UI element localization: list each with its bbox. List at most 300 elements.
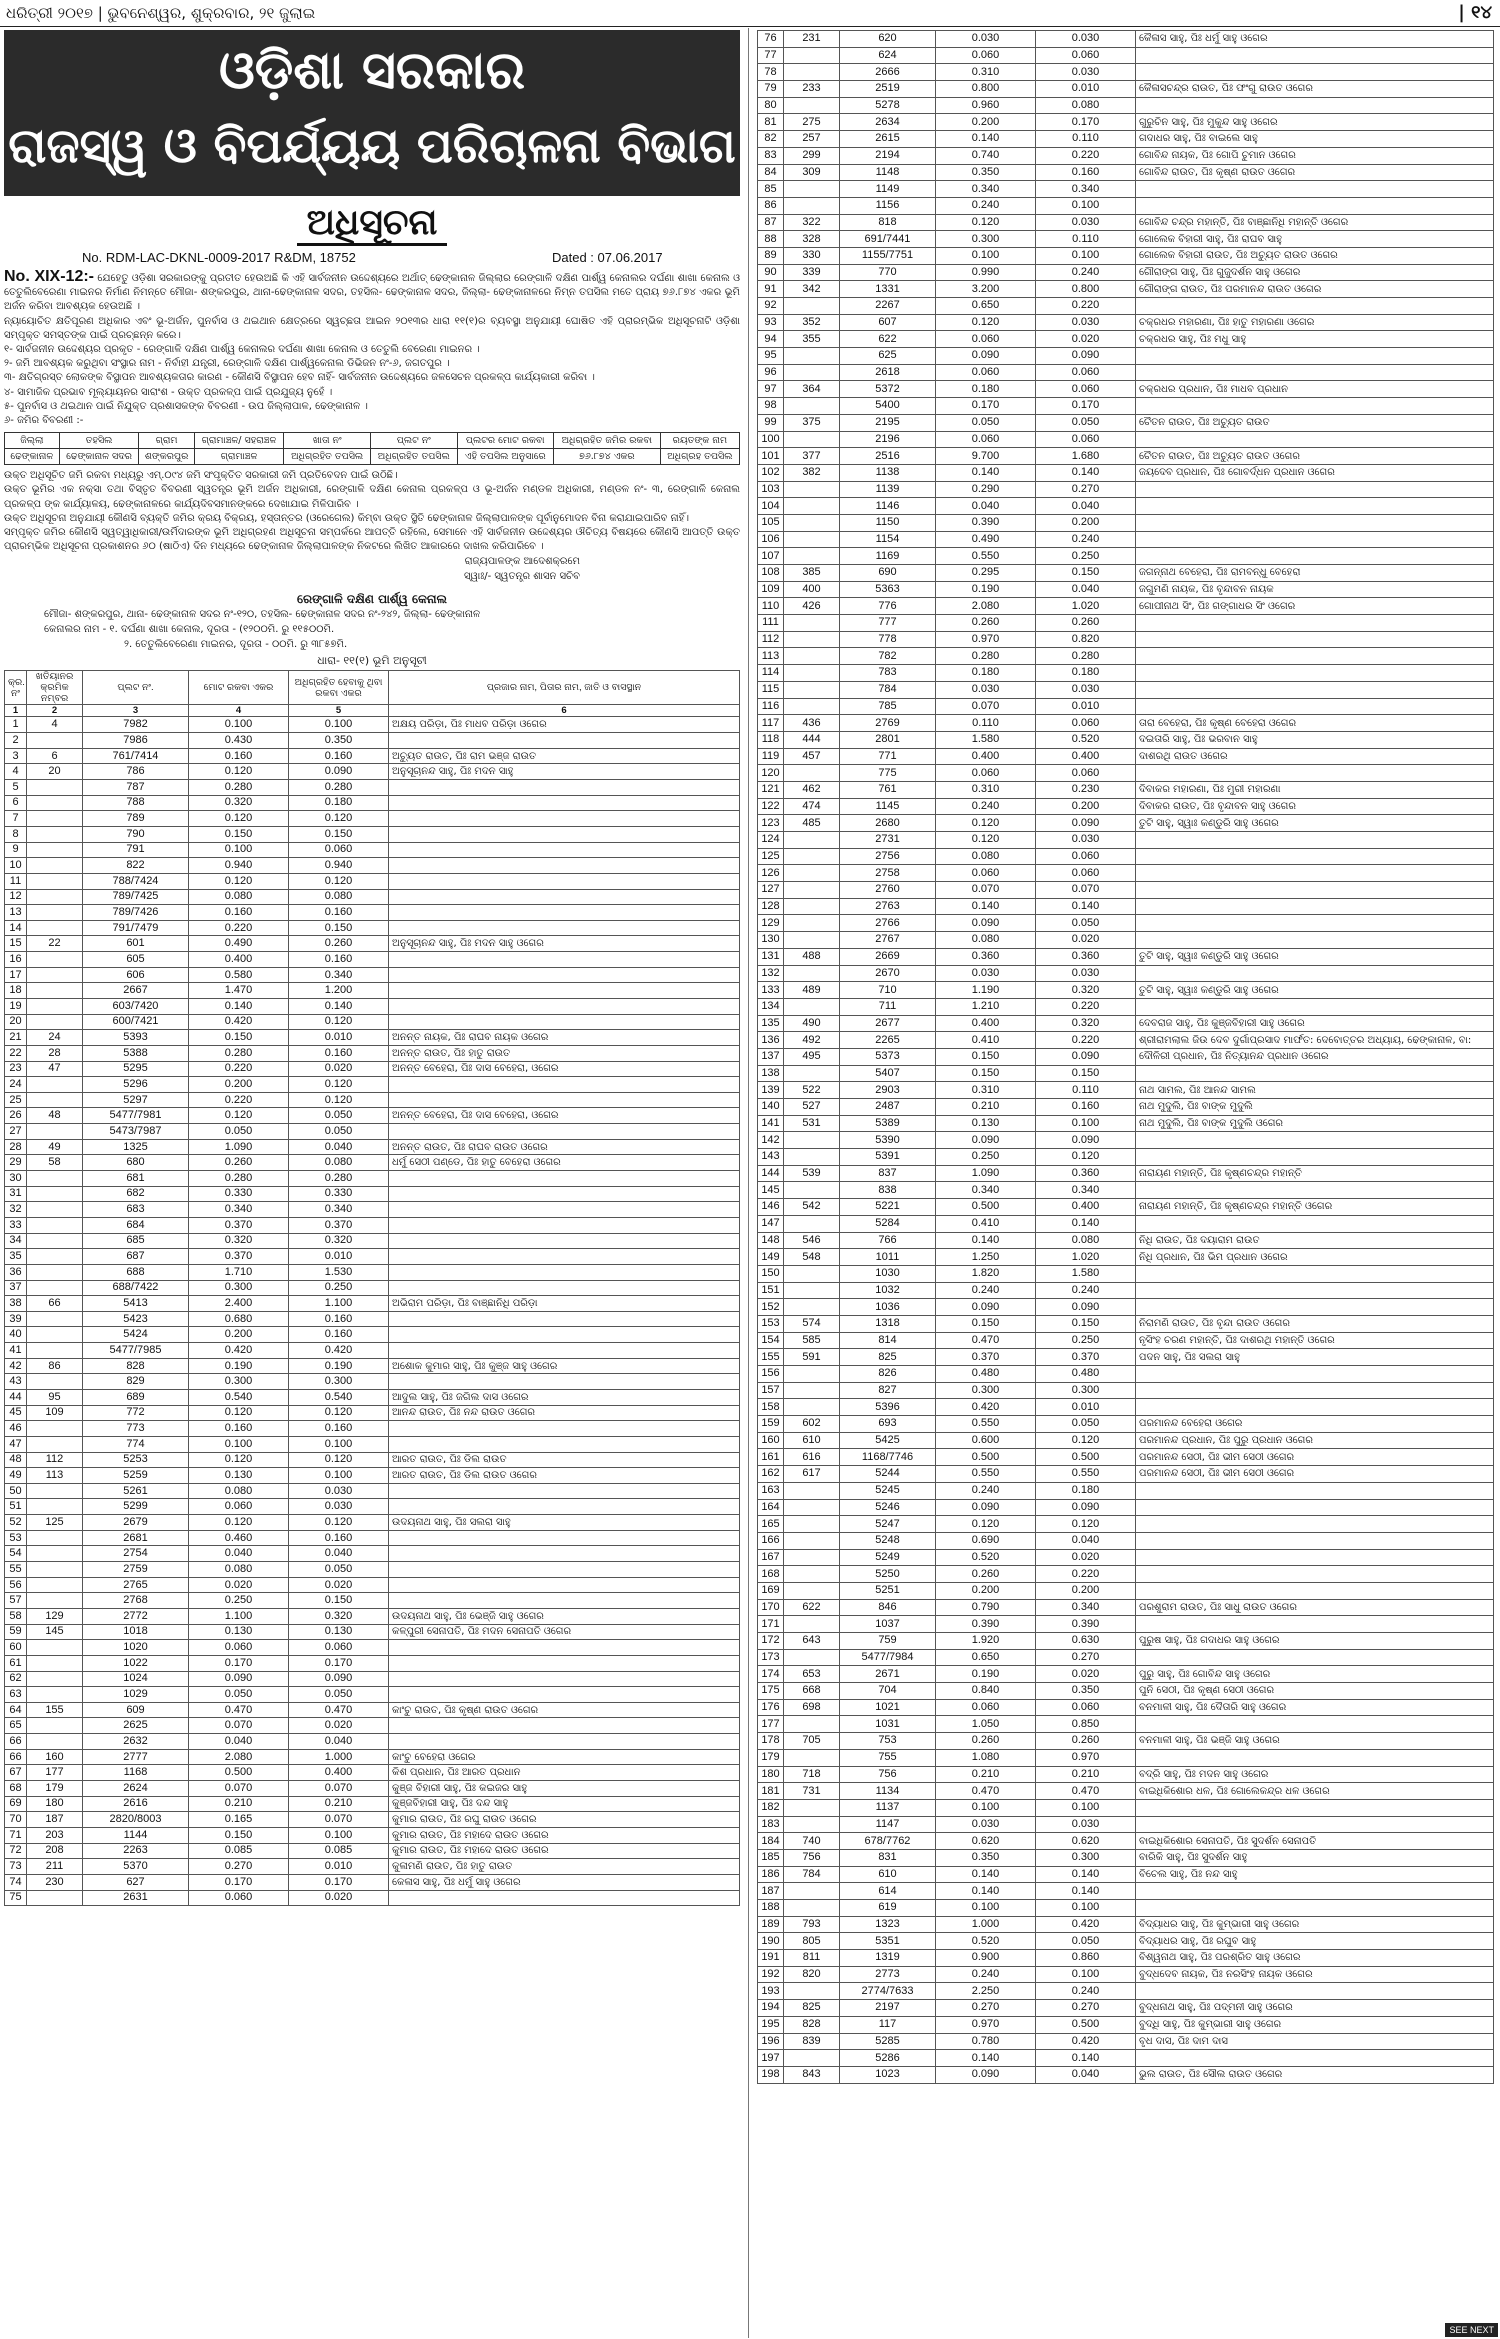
owner-cell: ନାରାୟଣ ମହାନ୍ତି, ପିଃ କୃଷ୍ଣଚନ୍ଦ୍ର ମହାନ୍ତି ଓଗେର [1136, 1199, 1494, 1216]
khatiyan-cell [27, 811, 83, 827]
owner-cell: କୁମାର ରାଉତ, ପିଃ ମହାଦେ ରାଉତ ଓଗେର [389, 1827, 740, 1843]
acquired-area-cell: 0.130 [289, 1624, 389, 1640]
acquired-area-cell: 0.060 [1036, 848, 1136, 865]
total-area-cell: 1.820 [936, 1265, 1036, 1282]
table-row [5, 1812, 740, 1828]
serial-cell: 133 [758, 982, 784, 999]
owner-cell [1136, 1366, 1494, 1383]
khatiyan-cell: 617 [784, 1466, 840, 1483]
plot-cell: 753 [840, 1733, 936, 1750]
acquired-area-cell: 0.240 [1036, 1282, 1136, 1299]
table-row [5, 1608, 740, 1624]
total-area-cell: 0.220 [189, 1092, 289, 1108]
total-area-cell: 0.190 [936, 581, 1036, 598]
table-row [758, 1516, 1494, 1533]
total-area-cell: 1.100 [189, 1608, 289, 1624]
table-row [758, 581, 1494, 598]
table-row [758, 498, 1494, 515]
owner-cell [389, 1343, 740, 1359]
khatiyan-cell [784, 1516, 840, 1533]
khatiyan-cell: 622 [784, 1599, 840, 1616]
plot-cell: 818 [840, 214, 936, 231]
khatiyan-cell [27, 920, 83, 936]
banner-govt: ଓଡ଼ିଶା ସରକାର [218, 41, 526, 101]
table-row [5, 826, 740, 842]
owner-cell [1136, 1149, 1494, 1166]
table-row [758, 481, 1494, 498]
total-area-cell: 0.200 [936, 1582, 1036, 1599]
total-area-cell: 0.260 [936, 615, 1036, 632]
khatiyan-cell [784, 665, 840, 682]
owner-cell: କାଂଚୁ ବେହେରା ଓଗେର [389, 1749, 740, 1765]
table-row [758, 231, 1494, 248]
serial-cell: 172 [758, 1633, 784, 1650]
total-area-cell: 0.550 [936, 548, 1036, 565]
khatiyan-cell [784, 1482, 840, 1499]
plot-cell: 5251 [840, 1582, 936, 1599]
khatiyan-cell [784, 915, 840, 932]
acquired-area-cell: 0.160 [289, 1327, 389, 1343]
serial-cell: 180 [758, 1766, 784, 1783]
acquired-area-cell: 0.120 [289, 1515, 389, 1531]
owner-cell [1136, 481, 1494, 498]
total-area-cell: 0.120 [189, 1108, 289, 1124]
acquired-area-cell: 0.210 [289, 1796, 389, 1812]
total-area-cell: 0.100 [936, 247, 1036, 264]
acquired-area-cell: 0.200 [1036, 514, 1136, 531]
plot-cell: 5400 [840, 398, 936, 415]
khatiyan-cell [784, 615, 840, 632]
serial-cell: 26 [5, 1108, 27, 1124]
owner-cell: ନାଥ ମୁଦୁଲି, ପିଃ ବାଙ୍କ ମୁଦୁଲି ଓଗେର [1136, 1115, 1494, 1132]
table-row [758, 1132, 1494, 1149]
acquired-area-cell: 0.320 [1036, 1015, 1136, 1032]
acquired-area-cell: 0.020 [289, 1577, 389, 1593]
acquired-area-cell: 0.250 [1036, 1332, 1136, 1349]
reference-date: Dated : 07.06.2017 [552, 250, 663, 265]
khatiyan-cell: 112 [27, 1452, 83, 1468]
total-area-cell: 0.040 [189, 1734, 289, 1750]
khatiyan-cell [784, 348, 840, 365]
acquired-area-cell: 0.160 [289, 1045, 389, 1061]
khatiyan-cell [784, 514, 840, 531]
total-area-cell: 0.220 [189, 920, 289, 936]
owner-cell [1136, 1499, 1494, 1516]
khatiyan-cell: 756 [784, 1849, 840, 1866]
owner-cell: ପଦନ ସାହୁ, ପିଃ ସଲରା ସାହୁ [1136, 1349, 1494, 1366]
total-area-cell: 0.170 [189, 1655, 289, 1671]
plot-cell: 2631 [83, 1890, 189, 1906]
plot-cell: 2667 [83, 983, 189, 999]
khatiyan-cell [27, 1014, 83, 1030]
khatiyan-cell [27, 733, 83, 749]
canal-two: ୨. ତେତୁଲିବେରେଣା ମାଇନର, ଦୂରତା - ୦୦ମି. ରୁ ୩୮୫୭ମି. [124, 639, 348, 651]
serial-cell: 148 [758, 1232, 784, 1249]
plot-cell: 678/7762 [840, 1833, 936, 1850]
khatiyan-cell: 531 [784, 1115, 840, 1132]
owner-cell: ପରଶୁରାମ ରାଉତ, ପିଃ ସାଧୁ ରାଉତ ଓଗେର [1136, 1599, 1494, 1616]
total-area-cell: 0.340 [189, 1202, 289, 1218]
serial-cell: 153 [758, 1315, 784, 1332]
serial-cell: 115 [758, 681, 784, 698]
acquired-area-cell: 0.060 [1036, 431, 1136, 448]
serial-cell: 49 [5, 1468, 27, 1484]
owner-cell [1136, 865, 1494, 882]
total-area-cell: 0.120 [189, 764, 289, 780]
plot-cell: 2820/8003 [83, 1812, 189, 1828]
table-row [758, 1866, 1494, 1883]
serial-cell: 131 [758, 948, 784, 965]
plot-cell: 783 [840, 665, 936, 682]
acquired-area-cell: 0.100 [289, 717, 389, 733]
total-area-cell: 0.250 [189, 1593, 289, 1609]
khatiyan-cell [27, 1436, 83, 1452]
total-area-cell: 0.240 [936, 197, 1036, 214]
khatiyan-cell: 299 [784, 147, 840, 164]
acquired-area-cell: 0.060 [289, 842, 389, 858]
total-area-cell: 0.240 [936, 1966, 1036, 1983]
serial-cell: 9 [5, 842, 27, 858]
khatiyan-cell: 805 [784, 1933, 840, 1950]
table-row [5, 1468, 740, 1484]
serial-cell: 134 [758, 998, 784, 1015]
acquired-area-cell: 0.040 [1036, 2066, 1136, 2083]
table-row [758, 1699, 1494, 1716]
khatiyan-cell [27, 1186, 83, 1202]
plot-cell: 822 [83, 858, 189, 874]
table-row [5, 1217, 740, 1233]
info-header-cell: ଖାତା ନଂ [284, 433, 371, 449]
khatiyan-cell: 825 [784, 2000, 840, 2017]
khatiyan-cell [784, 648, 840, 665]
owner-cell: ଦେବରାଜ ସାହୁ, ପିଃ କୁଞ୍ଜବିହାରୀ ସାହୁ ଓଗେର [1136, 1015, 1494, 1032]
serial-cell: 38 [5, 1296, 27, 1312]
owner-cell: ଗୋବିନ୍ଦ ନାୟକ, ପିଃ ଗୋପି ଚୁମାନ ଓଗେର [1136, 147, 1494, 164]
acquired-area-cell: 0.160 [289, 1530, 389, 1546]
table-row [758, 1199, 1494, 1216]
table-row [758, 1382, 1494, 1399]
khatiyan-cell: 495 [784, 1048, 840, 1065]
khatiyan-cell [784, 298, 840, 315]
total-area-cell: 0.110 [936, 715, 1036, 732]
table-row [758, 1833, 1494, 1850]
plot-cell: 2677 [840, 1015, 936, 1032]
khatiyan-cell: 492 [784, 1032, 840, 1049]
acquired-area-cell: 0.270 [1036, 481, 1136, 498]
plot-cell: 777 [840, 615, 936, 632]
acquired-area-cell: 0.090 [289, 764, 389, 780]
serial-cell: 100 [758, 431, 784, 448]
khatiyan-cell [784, 1215, 840, 1232]
owner-cell [1136, 1883, 1494, 1900]
total-area-cell: 0.470 [189, 1702, 289, 1718]
owner-cell: କୁଳାମଣି ରାଉତ, ପିଃ ହାତୁ ରାଉତ [389, 1859, 740, 1875]
total-area-cell: 0.140 [936, 131, 1036, 148]
table-row [5, 1233, 740, 1249]
section-title: ରେଙ୍ଗାଳି ଦକ୍ଷିଣ ପାର୍ଶ୍ୱ କେନାଲ [297, 592, 447, 607]
acquired-area-cell: 0.160 [289, 748, 389, 764]
table-row [758, 565, 1494, 582]
khatiyan-cell [784, 865, 840, 882]
khatiyan-cell [784, 548, 840, 565]
plot-cell: 2681 [83, 1530, 189, 1546]
serial-cell: 83 [758, 147, 784, 164]
owner-cell: ଅଚ୍ୟୁତ ରାଉତ, ପିଃ ରାମ ଭଞ୍ଜ ରାଉତ [389, 748, 740, 764]
acquired-area-cell: 0.020 [289, 1718, 389, 1734]
total-area-cell: 0.240 [936, 798, 1036, 815]
table-row [758, 965, 1494, 982]
total-area-cell: 0.140 [936, 1232, 1036, 1249]
serial-cell: 82 [758, 131, 784, 148]
table-row [758, 865, 1494, 882]
total-area-cell: 0.120 [936, 214, 1036, 231]
plot-cell: 2615 [840, 131, 936, 148]
owner-cell [1136, 1749, 1494, 1766]
plot-cell: 2774/7633 [840, 1983, 936, 2000]
total-area-cell: 0.390 [936, 514, 1036, 531]
khatiyan-cell [27, 1217, 83, 1233]
owner-cell [389, 889, 740, 905]
owner-cell [1136, 181, 1494, 198]
plot-cell: 2765 [83, 1577, 189, 1593]
serial-cell: 10 [5, 858, 27, 874]
table-row [758, 1215, 1494, 1232]
plot-cell: 7986 [83, 733, 189, 749]
owner-cell: ବୁଦ୍ଧଦେବ ନାୟକ, ପିଃ ନରସିଂହ ନାୟକ ଓଗେର [1136, 1966, 1494, 1983]
owner-cell [389, 1530, 740, 1546]
owner-cell [389, 1092, 740, 1108]
serial-cell: 163 [758, 1482, 784, 1499]
acquired-area-cell: 0.300 [1036, 1382, 1136, 1399]
total-area-cell: 0.420 [189, 1014, 289, 1030]
serial-cell: 192 [758, 1966, 784, 1983]
khatiyan-cell: 6 [27, 748, 83, 764]
plot-cell: 5388 [83, 1045, 189, 1061]
total-area-cell: 0.300 [936, 1382, 1036, 1399]
acquired-area-cell: 0.070 [289, 1812, 389, 1828]
table-row [758, 882, 1494, 899]
table-row [758, 197, 1494, 214]
table-row [758, 615, 1494, 632]
owner-cell [389, 1562, 740, 1578]
serial-cell: 160 [758, 1432, 784, 1449]
column-number: 1 [5, 705, 27, 717]
serial-cell: 3 [5, 748, 27, 764]
acquired-area-cell: 0.340 [1036, 1599, 1136, 1616]
acquired-area-cell: 0.280 [289, 780, 389, 796]
khatiyan-cell: 490 [784, 1015, 840, 1032]
plot-cell: 1319 [840, 1950, 936, 1967]
plot-cell: 1318 [840, 1315, 936, 1332]
info-header-cell: ଗ୍ରାମାଞ୍ଚଳ/ ସହରାଞ୍ଚଳ [194, 433, 284, 449]
plot-cell: 774 [83, 1436, 189, 1452]
table-row [5, 1765, 740, 1781]
khatiyan-cell: 820 [784, 1966, 840, 1983]
total-area-cell: 0.140 [936, 464, 1036, 481]
owner-cell [389, 1436, 740, 1452]
column-header: ମୋଟ ରକବା ଏକର [189, 671, 289, 705]
acquired-area-cell: 0.300 [1036, 1849, 1136, 1866]
plot-cell: 1023 [840, 2066, 936, 2083]
acquired-area-cell: 0.220 [1036, 298, 1136, 315]
serial-cell: 114 [758, 665, 784, 682]
serial-cell: 22 [5, 1045, 27, 1061]
plot-cell: 1325 [83, 1139, 189, 1155]
serial-cell: 6 [5, 795, 27, 811]
serial-cell: 39 [5, 1311, 27, 1327]
acquired-area-cell: 0.170 [289, 1874, 389, 1890]
notice-title: ଅଧିସୂଚନା [4, 202, 740, 244]
total-area-cell: 0.150 [936, 1065, 1036, 1082]
table-row [758, 731, 1494, 748]
serial-cell: 52 [5, 1515, 27, 1531]
owner-cell [1136, 64, 1494, 81]
table-row [758, 1466, 1494, 1483]
table-row [5, 1859, 740, 1875]
table-row [758, 998, 1494, 1015]
plot-cell: 601 [83, 936, 189, 952]
khatiyan-cell [27, 873, 83, 889]
owner-cell [389, 1327, 740, 1343]
serial-cell: 143 [758, 1149, 784, 1166]
serial-cell: 110 [758, 598, 784, 615]
table-row [5, 811, 740, 827]
owner-cell [1136, 1382, 1494, 1399]
serial-cell: 183 [758, 1816, 784, 1833]
total-area-cell: 0.140 [936, 1883, 1036, 1900]
plot-cell: 5407 [840, 1065, 936, 1082]
plot-cell: 1146 [840, 498, 936, 515]
acquired-area-cell: 0.100 [289, 1827, 389, 1843]
serial-cell: 165 [758, 1516, 784, 1533]
acquired-area-cell: 0.060 [1036, 1699, 1136, 1716]
plot-cell: 625 [840, 348, 936, 365]
total-area-cell: 0.090 [936, 1299, 1036, 1316]
plot-cell: 2756 [840, 848, 936, 865]
plot-cell: 600/7421 [83, 1014, 189, 1030]
khatiyan-cell [784, 1532, 840, 1549]
owner-cell: ନାଥ ମୁଦୁଲି, ପିଃ ବାଙ୍କ ମୁଦୁଲି [1136, 1099, 1494, 1116]
info-header-cell: ଗ୍ରାମ [139, 433, 194, 449]
total-area-cell: 0.210 [936, 1766, 1036, 1783]
acquired-area-cell: 0.340 [1036, 1182, 1136, 1199]
total-area-cell: 0.370 [189, 1217, 289, 1233]
table-row [758, 1783, 1494, 1800]
table-row [5, 998, 740, 1014]
owner-cell [389, 1077, 740, 1093]
serial-cell: 48 [5, 1452, 27, 1468]
total-area-cell: 0.050 [936, 414, 1036, 431]
acquired-area-cell: 0.050 [289, 1687, 389, 1703]
total-area-cell: 0.140 [189, 998, 289, 1014]
table-row [5, 983, 740, 999]
owner-cell: ଅଭିରାମ ପରିଡ଼ା, ପିଃ ବାଞ୍ଛାନିଧି ପରିଡ଼ା [389, 1296, 740, 1312]
total-area-cell: 0.500 [189, 1765, 289, 1781]
serial-cell: 124 [758, 832, 784, 849]
khatiyan-cell [27, 1280, 83, 1296]
plot-cell: 5351 [840, 1933, 936, 1950]
khatiyan-cell [784, 181, 840, 198]
acquired-area-cell: 0.170 [289, 1655, 389, 1671]
plot-cell: 5249 [840, 1549, 936, 1566]
total-area-cell: 0.960 [936, 97, 1036, 114]
owner-cell: ନାରାୟଣ ମହାନ୍ତି, ପିଃ କୃଷ୍ଣଚନ୍ଦ୍ର ମହାନ୍ତି [1136, 1165, 1494, 1182]
serial-cell: 73 [5, 1859, 27, 1875]
table-row [5, 1687, 740, 1703]
owner-cell [389, 983, 740, 999]
acquired-area-cell: 0.090 [1036, 348, 1136, 365]
plot-cell: 5423 [83, 1311, 189, 1327]
serial-cell: 11 [5, 873, 27, 889]
plot-cell: 682 [83, 1186, 189, 1202]
owner-cell: ବିଦ୍ୟାଧର ସାହୁ, ପିଃ ରଘୁବ ସାହୁ [1136, 1933, 1494, 1950]
owner-cell [1136, 197, 1494, 214]
owner-cell: ଭୁଲ ରାଉତ, ପିଃ ସୌଲ ରାଉତ ଓଗେର [1136, 2066, 1494, 2083]
total-area-cell: 0.680 [189, 1311, 289, 1327]
serial-cell: 174 [758, 1666, 784, 1683]
khatiyan-cell [784, 1366, 840, 1383]
khatiyan-cell: 28 [27, 1045, 83, 1061]
total-area-cell: 1.250 [936, 1249, 1036, 1266]
plot-cell: 5373 [840, 1048, 936, 1065]
khatiyan-cell: 740 [784, 1833, 840, 1850]
acquired-area-cell: 0.970 [1036, 1749, 1136, 1766]
table-row [758, 464, 1494, 481]
acquired-area-cell: 0.090 [1036, 1048, 1136, 1065]
owner-cell: ତାରା ବେହେରା, ପିଃ କୃଷ୍ଣ ବେହେରା ଓଗେର [1136, 715, 1494, 732]
table-row [5, 1436, 740, 1452]
acquired-area-cell: 0.030 [1036, 832, 1136, 849]
table-row [758, 398, 1494, 415]
acquired-area-cell: 0.220 [1036, 1032, 1136, 1049]
serial-cell: 45 [5, 1405, 27, 1421]
table-row [758, 64, 1494, 81]
serial-cell: 1 [5, 717, 27, 733]
table-row [758, 765, 1494, 782]
acquired-area-cell: 0.060 [1036, 364, 1136, 381]
total-area-cell: 0.120 [936, 314, 1036, 331]
total-area-cell: 0.250 [936, 1149, 1036, 1166]
table-row [5, 1874, 740, 1890]
khatiyan-cell [784, 965, 840, 982]
table-row [758, 97, 1494, 114]
owner-cell: କୁମାର ରାଉତ, ପିଃ ରଘୁ ରାଉତ ଓଗେର [389, 1812, 740, 1828]
column-divider [748, 28, 749, 2338]
acquired-area-cell: 0.150 [1036, 1315, 1136, 1332]
serial-cell: 146 [758, 1199, 784, 1216]
owner-cell: ଉଦୟନାଥ ସାହୁ, ପିଃ ସଲରା ସାହୁ [389, 1515, 740, 1531]
plot-cell: 2680 [840, 815, 936, 832]
khatiyan-cell: 113 [27, 1468, 83, 1484]
total-area-cell: 0.050 [189, 1124, 289, 1140]
total-area-cell: 0.140 [936, 898, 1036, 915]
owner-cell [389, 858, 740, 874]
khatiyan-cell [784, 1282, 840, 1299]
serial-cell: 170 [758, 1599, 784, 1616]
khatiyan-cell: 22 [27, 936, 83, 952]
total-area-cell: 1.190 [936, 982, 1036, 999]
total-area-cell: 0.070 [189, 1718, 289, 1734]
acquired-area-cell: 0.100 [1036, 1966, 1136, 1983]
total-area-cell: 0.130 [189, 1468, 289, 1484]
owner-cell [389, 1671, 740, 1687]
acquired-area-cell: 0.470 [1036, 1783, 1136, 1800]
acquired-area-cell: 0.050 [289, 1124, 389, 1140]
khatiyan-cell [27, 1687, 83, 1703]
total-area-cell: 0.100 [936, 1799, 1036, 1816]
plot-cell: 2758 [840, 865, 936, 882]
total-area-cell: 0.220 [189, 1061, 289, 1077]
